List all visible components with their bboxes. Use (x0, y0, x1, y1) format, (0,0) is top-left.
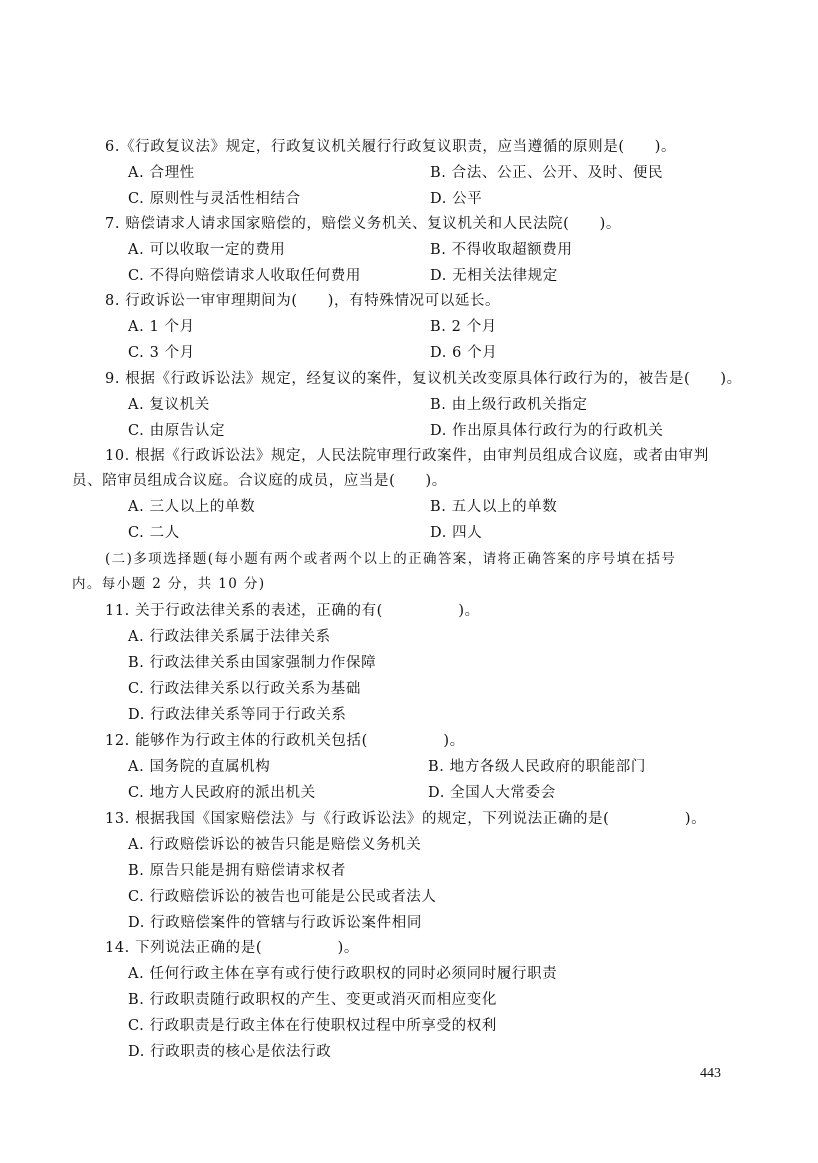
section-2-header-line2: 内。每小题 2 分，共 10 分) (72, 576, 266, 592)
question-8-option-d: D. 6 个月 (430, 345, 498, 361)
question-12-option-c: C. 地方人民政府的派出机关 (128, 785, 316, 801)
question-6-stem: 6.《行政复议法》规定，行政复议机关履行行政复议职责，应当遵循的原则是( )。 (105, 139, 677, 155)
question-9-option-d: D. 作出原具体行政行为的行政机关 (430, 423, 664, 439)
question-8-option-a: A. 1 个月 (128, 319, 195, 335)
question-12-option-d: D. 全国人大常委会 (428, 785, 556, 801)
question-10-stem-line2: 员、陪审员组成合议庭。合议庭的成员，应当是( )。 (72, 473, 447, 489)
question-7-option-a: A. 可以收取一定的费用 (128, 242, 286, 258)
question-13-stem: 13. 根据我国《国家赔偿法》与《行政诉讼法》的规定，下列说法正确的是( )。 (105, 811, 707, 827)
question-14-option-c: C. 行政职责是行政主体在行使职权过程中所享受的权利 (128, 1018, 497, 1034)
question-13-option-d: D. 行政赔偿案件的管辖与行政诉讼案件相同 (128, 915, 422, 931)
question-14-option-b: B. 行政职责随行政职权的产生、变更或消灭而相应变化 (128, 992, 497, 1008)
question-9-option-c: C. 由原告认定 (128, 423, 226, 439)
question-10-stem-line1: 10. 根据《行政诉讼法》规定，人民法院审理行政案件，由审判员组成合议庭，或者由审判 (105, 448, 709, 464)
question-10-option-c: C. 二人 (128, 525, 180, 541)
question-13-option-c: C. 行政赔偿诉讼的被告也可能是公民或者法人 (128, 889, 437, 905)
question-8-option-c: C. 3 个月 (128, 345, 195, 361)
question-11-option-b: B. 行政法律关系由国家强制力作保障 (128, 655, 377, 671)
question-10-option-b: B. 五人以上的单数 (430, 499, 558, 515)
question-12-option-b: B. 地方各级人民政府的职能部门 (428, 759, 646, 775)
question-12-option-a: A. 国务院的直属机构 (128, 759, 271, 775)
question-6-option-b: B. 合法、公正、公开、及时、便民 (430, 165, 664, 181)
question-12-stem: 12. 能够作为行政主体的行政机关包括( )。 (105, 733, 465, 749)
question-9-option-a: A. 复议机关 (128, 397, 210, 413)
question-13-option-b: B. 原告只能是拥有赔偿请求权者 (128, 863, 346, 879)
question-7-option-c: C. 不得向赔偿请求人收取任何费用 (128, 268, 361, 284)
question-11-option-a: A. 行政法律关系属于法律关系 (128, 629, 331, 645)
question-8-option-b: B. 2 个月 (430, 319, 497, 335)
question-14-stem: 14. 下列说法正确的是( )。 (105, 940, 359, 956)
question-7-stem: 7. 赔偿请求人请求国家赔偿的，赔偿义务机关、复议机关和人民法院( )。 (105, 216, 621, 232)
question-6-option-c: C. 原则性与灵活性相结合 (128, 191, 301, 207)
question-7-option-b: B. 不得收取超额费用 (430, 242, 573, 258)
question-11-option-c: C. 行政法律关系以行政关系为基础 (128, 681, 361, 697)
question-11-stem: 11. 关于行政法律关系的表述，正确的有( )。 (105, 603, 480, 619)
question-13-option-a: A. 行政赔偿诉讼的被告只能是赔偿义务机关 (128, 837, 422, 853)
question-14-option-d: D. 行政职责的核心是依法行政 (128, 1044, 332, 1060)
section-2-header-line1: (二)多项选择题(每小题有两个或者两个以上的正确答案，请将正确答案的序号填在括号 (105, 551, 677, 567)
question-7-option-d: D. 无相关法律规定 (430, 268, 558, 284)
question-11-option-d: D. 行政法律关系等同于行政关系 (128, 707, 347, 723)
question-14-option-a: A. 任何行政主体在享有或行使行政职权的同时必须同时履行职责 (128, 966, 558, 982)
question-8-stem: 8. 行政诉讼一审审理期间为( )，有特殊情况可以延长。 (105, 293, 501, 309)
page-number: 443 (700, 1066, 721, 1081)
question-9-option-b: B. 由上级行政机关指定 (430, 397, 588, 413)
question-10-option-d: D. 四人 (430, 525, 483, 541)
question-10-option-a: A. 三人以上的单数 (128, 499, 256, 515)
question-6-option-a: A. 合理性 (128, 165, 195, 181)
question-6-option-d: D. 公平 (430, 191, 483, 207)
question-9-stem: 9. 根据《行政诉讼法》规定，经复议的案件，复议机关改变原具体行政行为的，被告是( )。 (105, 371, 742, 387)
